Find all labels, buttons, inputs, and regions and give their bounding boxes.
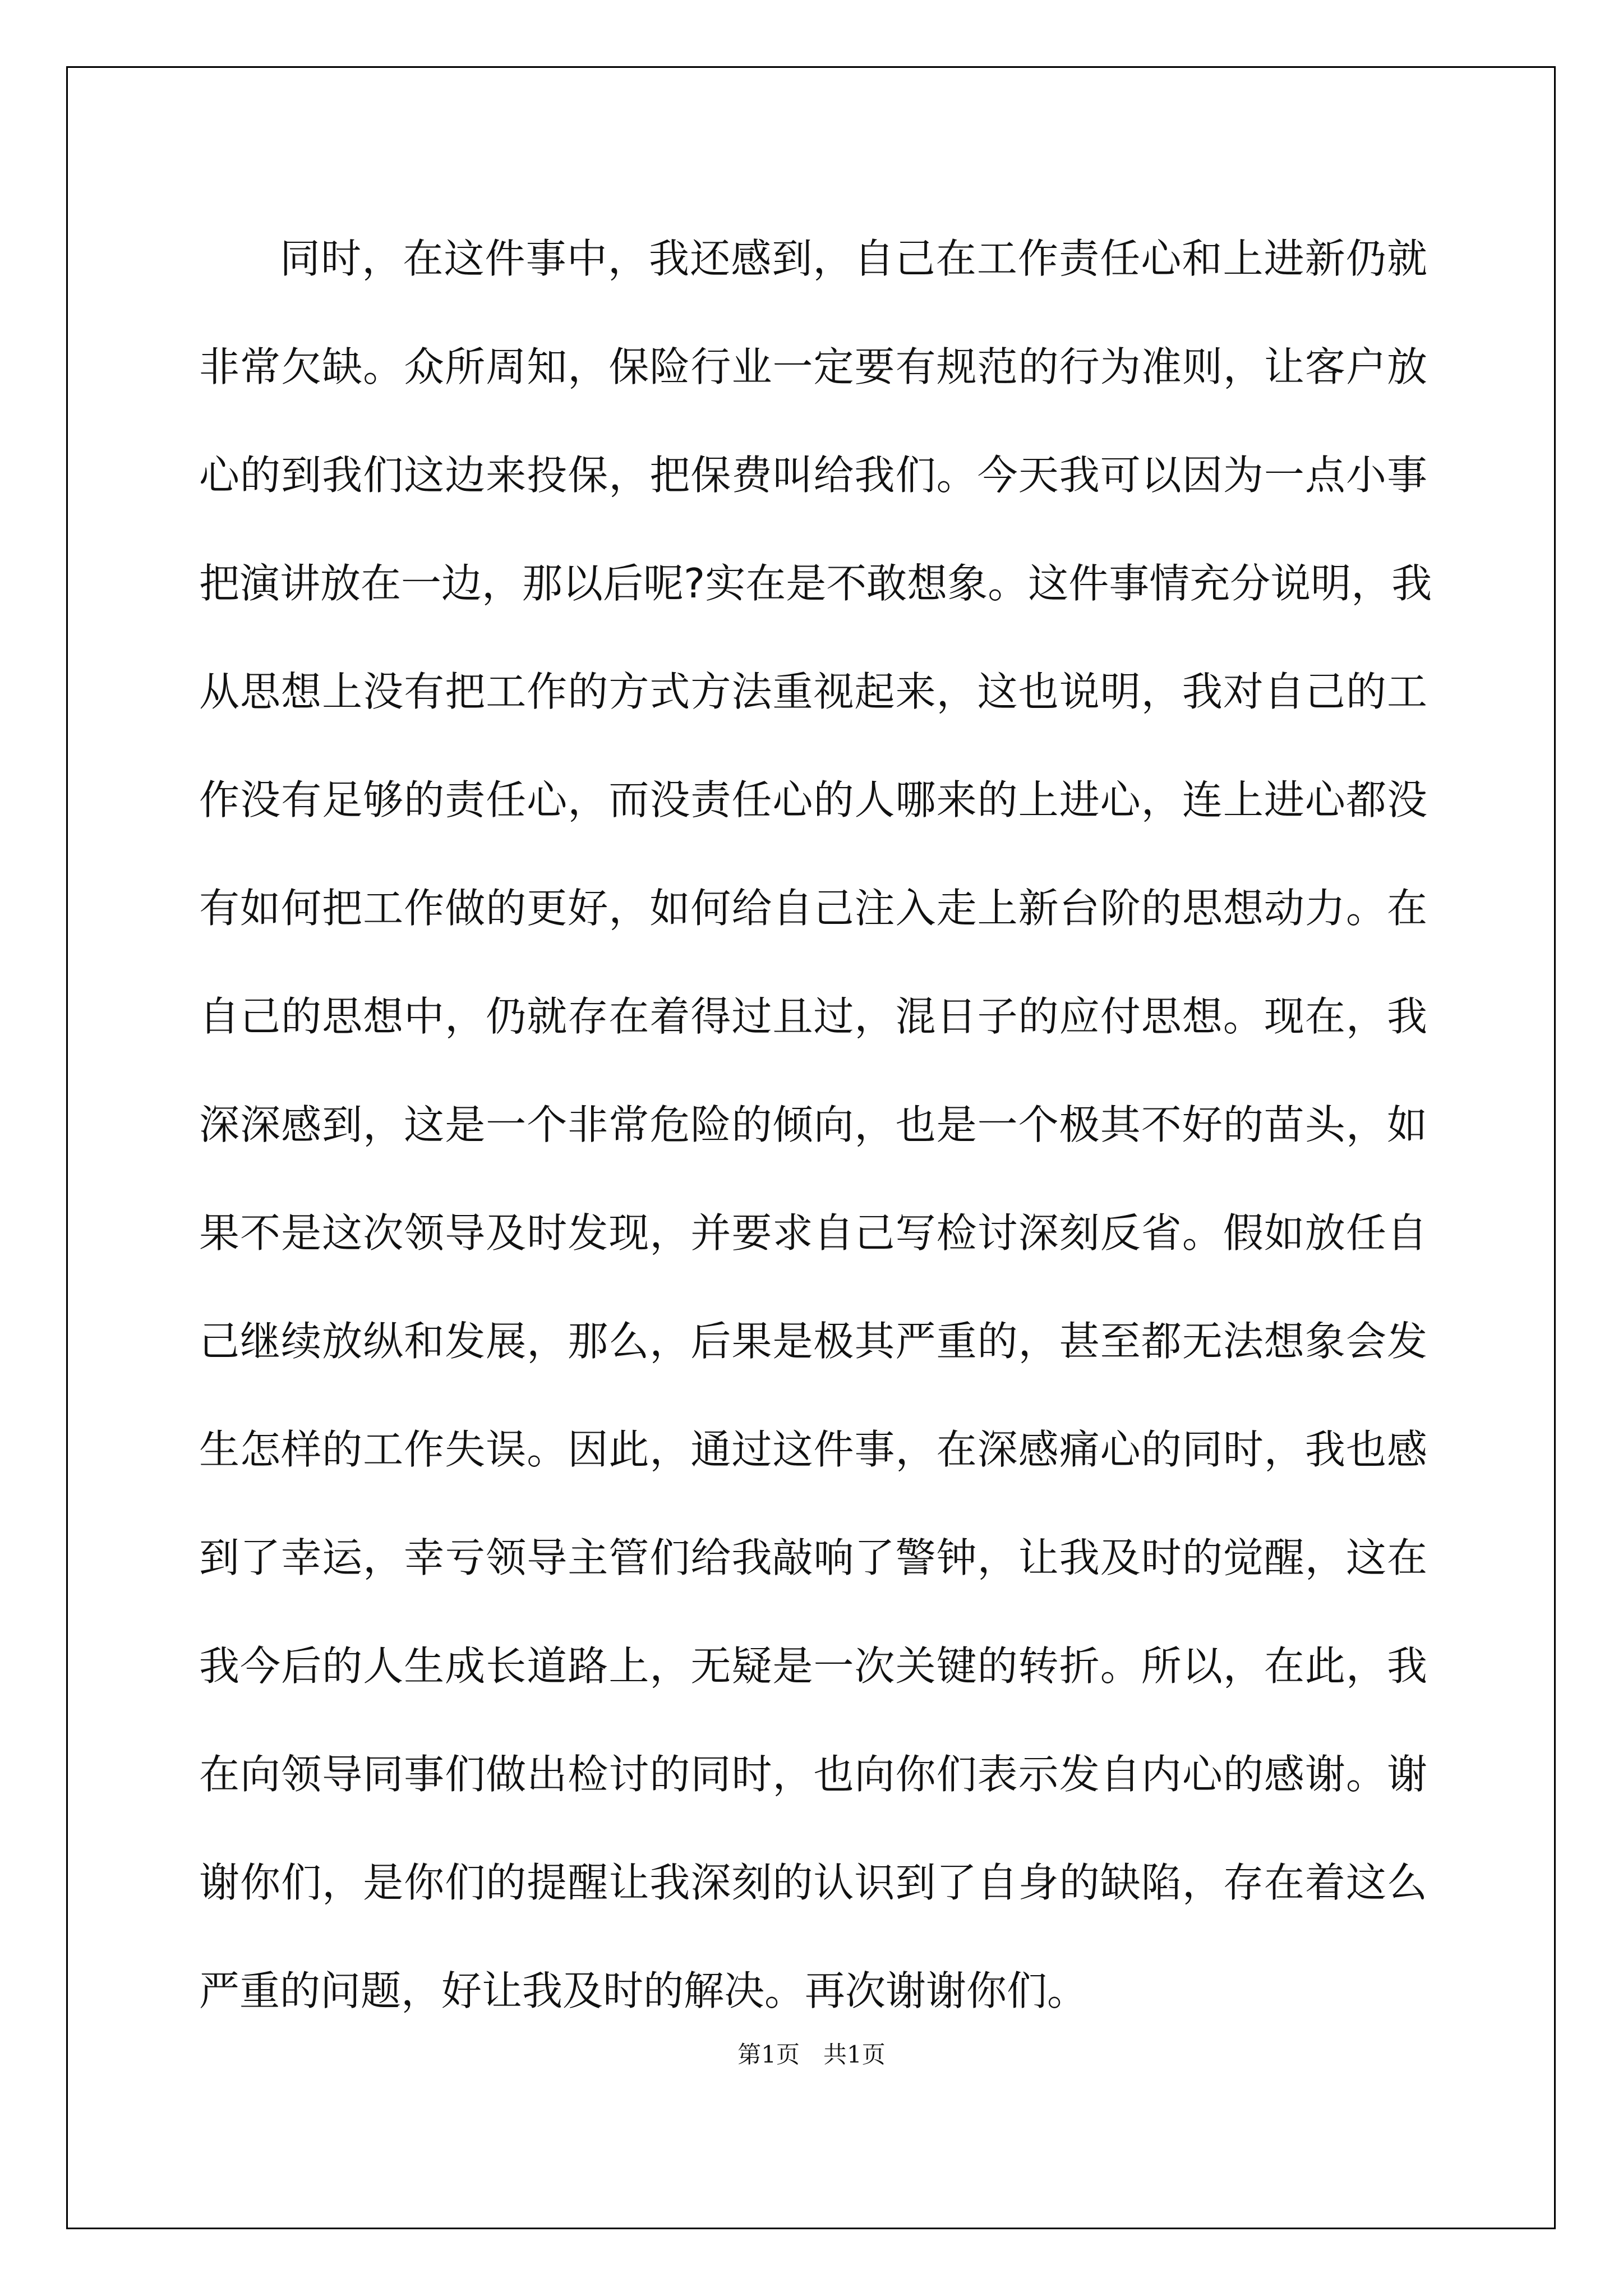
text-line: 生怎样的工作失误。因此，通过这件事，在深感痛心的同时，我也感 — [199, 1426, 1427, 1473]
text-line: 己继续放纵和发展，那么，后果是极其严重的，甚至都无法想象会发 — [199, 1318, 1427, 1365]
text-line: 同时，在这件事中，我还感到，自己在工作责任心和上进新仍就 — [280, 235, 1427, 282]
body-paragraph — [199, 205, 1432, 2045]
text-line: 从思想上没有把工作的方式方法重视起来，这也说明，我对自己的工 — [199, 668, 1427, 715]
text-line: 作没有足够的责任心，而没责任心的人哪来的上进心，连上进心都没 — [199, 776, 1427, 823]
text-line: 到了幸运，幸亏领导主管们给我敲响了警钟，让我及时的觉醒，这在 — [199, 1534, 1427, 1581]
text-line: 有如何把工作做的更好，如何给自己注入走上新台阶的思想动力。在 — [199, 885, 1427, 932]
text-line: 自己的思想中，仍就存在着得过且过，混日子的应付思想。现在，我 — [199, 993, 1427, 1040]
text-line: 非常欠缺。众所周知，保险行业一定要有规范的行为准则，让客户放 — [199, 343, 1427, 390]
text-line: 深深感到，这是一个非常危险的倾向，也是一个极其不好的苗头，如 — [199, 1101, 1427, 1148]
text-line: 在向领导同事们做出检讨的同时，也向你们表示发自内心的感谢。谢 — [199, 1751, 1427, 1798]
text-line: 把演讲放在一边，那以后呢?实在是不敢想象。这件事情充分说明，我 — [199, 560, 1432, 607]
text-line: 心的到我们这边来投保，把保费叫给我们。今天我可以因为一点小事 — [199, 452, 1427, 499]
text-line: 果不是这次领导及时发现，并要求自己写检讨深刻反省。假如放任自 — [199, 1209, 1427, 1257]
text-line: 严重的问题，好让我及时的解决。再次谢谢你们。 — [199, 1967, 1088, 2014]
text-line: 我今后的人生成长道路上，无疑是一次关键的转折。所以，在此，我 — [199, 1642, 1427, 1690]
text-line: 谢你们，是你们的提醒让我深刻的认识到了自身的缺陷，存在着这么 — [199, 1859, 1427, 1906]
page-number: 第1页 共1页 — [737, 2041, 886, 2068]
